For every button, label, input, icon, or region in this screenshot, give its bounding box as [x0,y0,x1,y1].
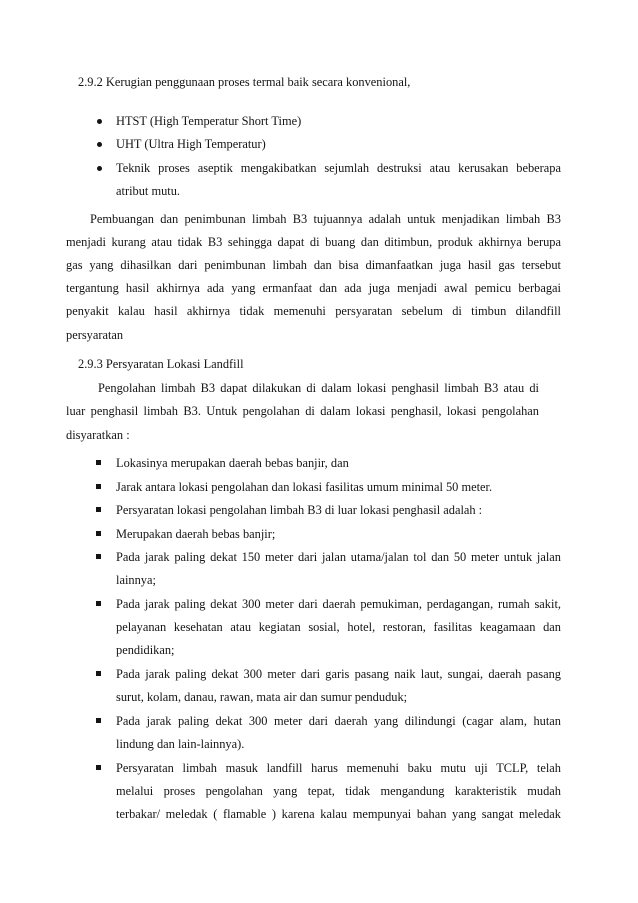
bullet-square-icon [96,718,101,723]
bullet-square-icon [96,671,101,676]
paragraph-line: luar penghasil limbah B3. Untuk pengolahan di dalam lokasi penghasil, lokasi pengolahan [66,404,539,418]
paragraph-line: menjadi kurang atau tidak B3 sehingga dapat di buang dan ditimbun, produk akhirnya berupa [66,235,561,249]
list-item: Pada jarak paling dekat 300 meter dari daerah yang dilindungi (cagar alam, hutan [116,714,561,728]
paragraph-line: gas yang dihasilkan dari penimbunan limbah dan bisa dimanfaatkan juga hasil gas tersebut [66,258,561,272]
bullet-square-icon [96,484,101,489]
list-item: Teknik proses aseptik mengakibatkan sejumlah destruksi atau kerusakan beberapa [116,161,561,175]
list-item: Persyaratan limbah masuk landfill harus memenuhi baku mutu uji TCLP, telah [116,761,561,775]
list-item-continuation: pendidikan; [116,643,175,657]
list-item: Lokasinya merupakan daerah bebas banjir, dan [116,456,349,470]
list-item: Pada jarak paling dekat 150 meter dari jalan utama/jalan tol dan 50 meter untuk jalan [116,550,561,564]
list-item-continuation: pelayanan kesehatan atau kegiatan sosial, hotel, restoran, fasilitas keagamaan dan [116,620,561,634]
list-item-continuation: atribut mutu. [116,184,181,198]
paragraph-line: Pengolahan limbah B3 dapat dilakukan di dalam lokasi penghasil limbah B3 atau di [98,381,539,395]
paragraph-line: penyakit kalau hasil akhirnya tidak memenuhi persyaratan sebelum di timbun dilandfill [66,304,561,318]
bullet-square-icon [96,507,101,512]
paragraph-line: disyaratkan : [66,428,130,442]
list-item: UHT (Ultra High Temperatur) [116,137,266,151]
bullet-square-icon [96,765,101,770]
list-item: Pada jarak paling dekat 300 meter dari daerah pemukiman, perdagangan, rumah sakit, [116,597,561,611]
bullet-dot-icon [97,142,102,147]
paragraph-line: tergantung hasil akhirnya ada yang ermanfaat dan ada juga menjadi awal pemicu berbagai [66,281,561,295]
section-heading-2-9-2: 2.9.2 Kerugian penggunaan proses termal baik secara konvenional, [78,75,411,89]
bullet-dot-icon [97,166,102,171]
paragraph-line: Pembuangan dan penimbunan limbah B3 tujuannya adalah untuk menjadikan limbah B3 [90,212,561,226]
list-item-continuation: terbakar/ meledak ( flamable ) karena kalau mempunyai bahan yang sangat meledak [116,807,561,821]
section-heading-2-9-3: 2.9.3 Persyaratan Lokasi Landfill [78,357,244,371]
bullet-square-icon [96,460,101,465]
list-item: Merupakan daerah bebas banjir; [116,527,276,541]
bullet-square-icon [96,601,101,606]
bullet-square-icon [96,554,101,559]
bullet-square-icon [96,531,101,536]
paragraph-line: persyaratan [66,328,124,342]
bullet-dot-icon [97,119,102,124]
list-item: HTST (High Temperatur Short Time) [116,114,302,128]
list-item-continuation: melalui proses pengolahan yang tepat, tidak mengandung karakteristik mudah [116,784,561,798]
list-item: Persyaratan lokasi pengolahan limbah B3 di luar lokasi penghasil adalah : [116,503,483,517]
list-item-continuation: lindung dan lain-lainnya). [116,737,245,751]
list-item: Jarak antara lokasi pengolahan dan lokasi fasilitas umum minimal 50 meter. [116,480,493,494]
list-item-continuation: surut, kolam, danau, rawan, mata air dan sumur penduduk; [116,690,408,704]
list-item-continuation: lainnya; [116,573,156,587]
list-item: Pada jarak paling dekat 300 meter dari garis pasang naik laut, sungai, daerah pasang [116,667,561,681]
